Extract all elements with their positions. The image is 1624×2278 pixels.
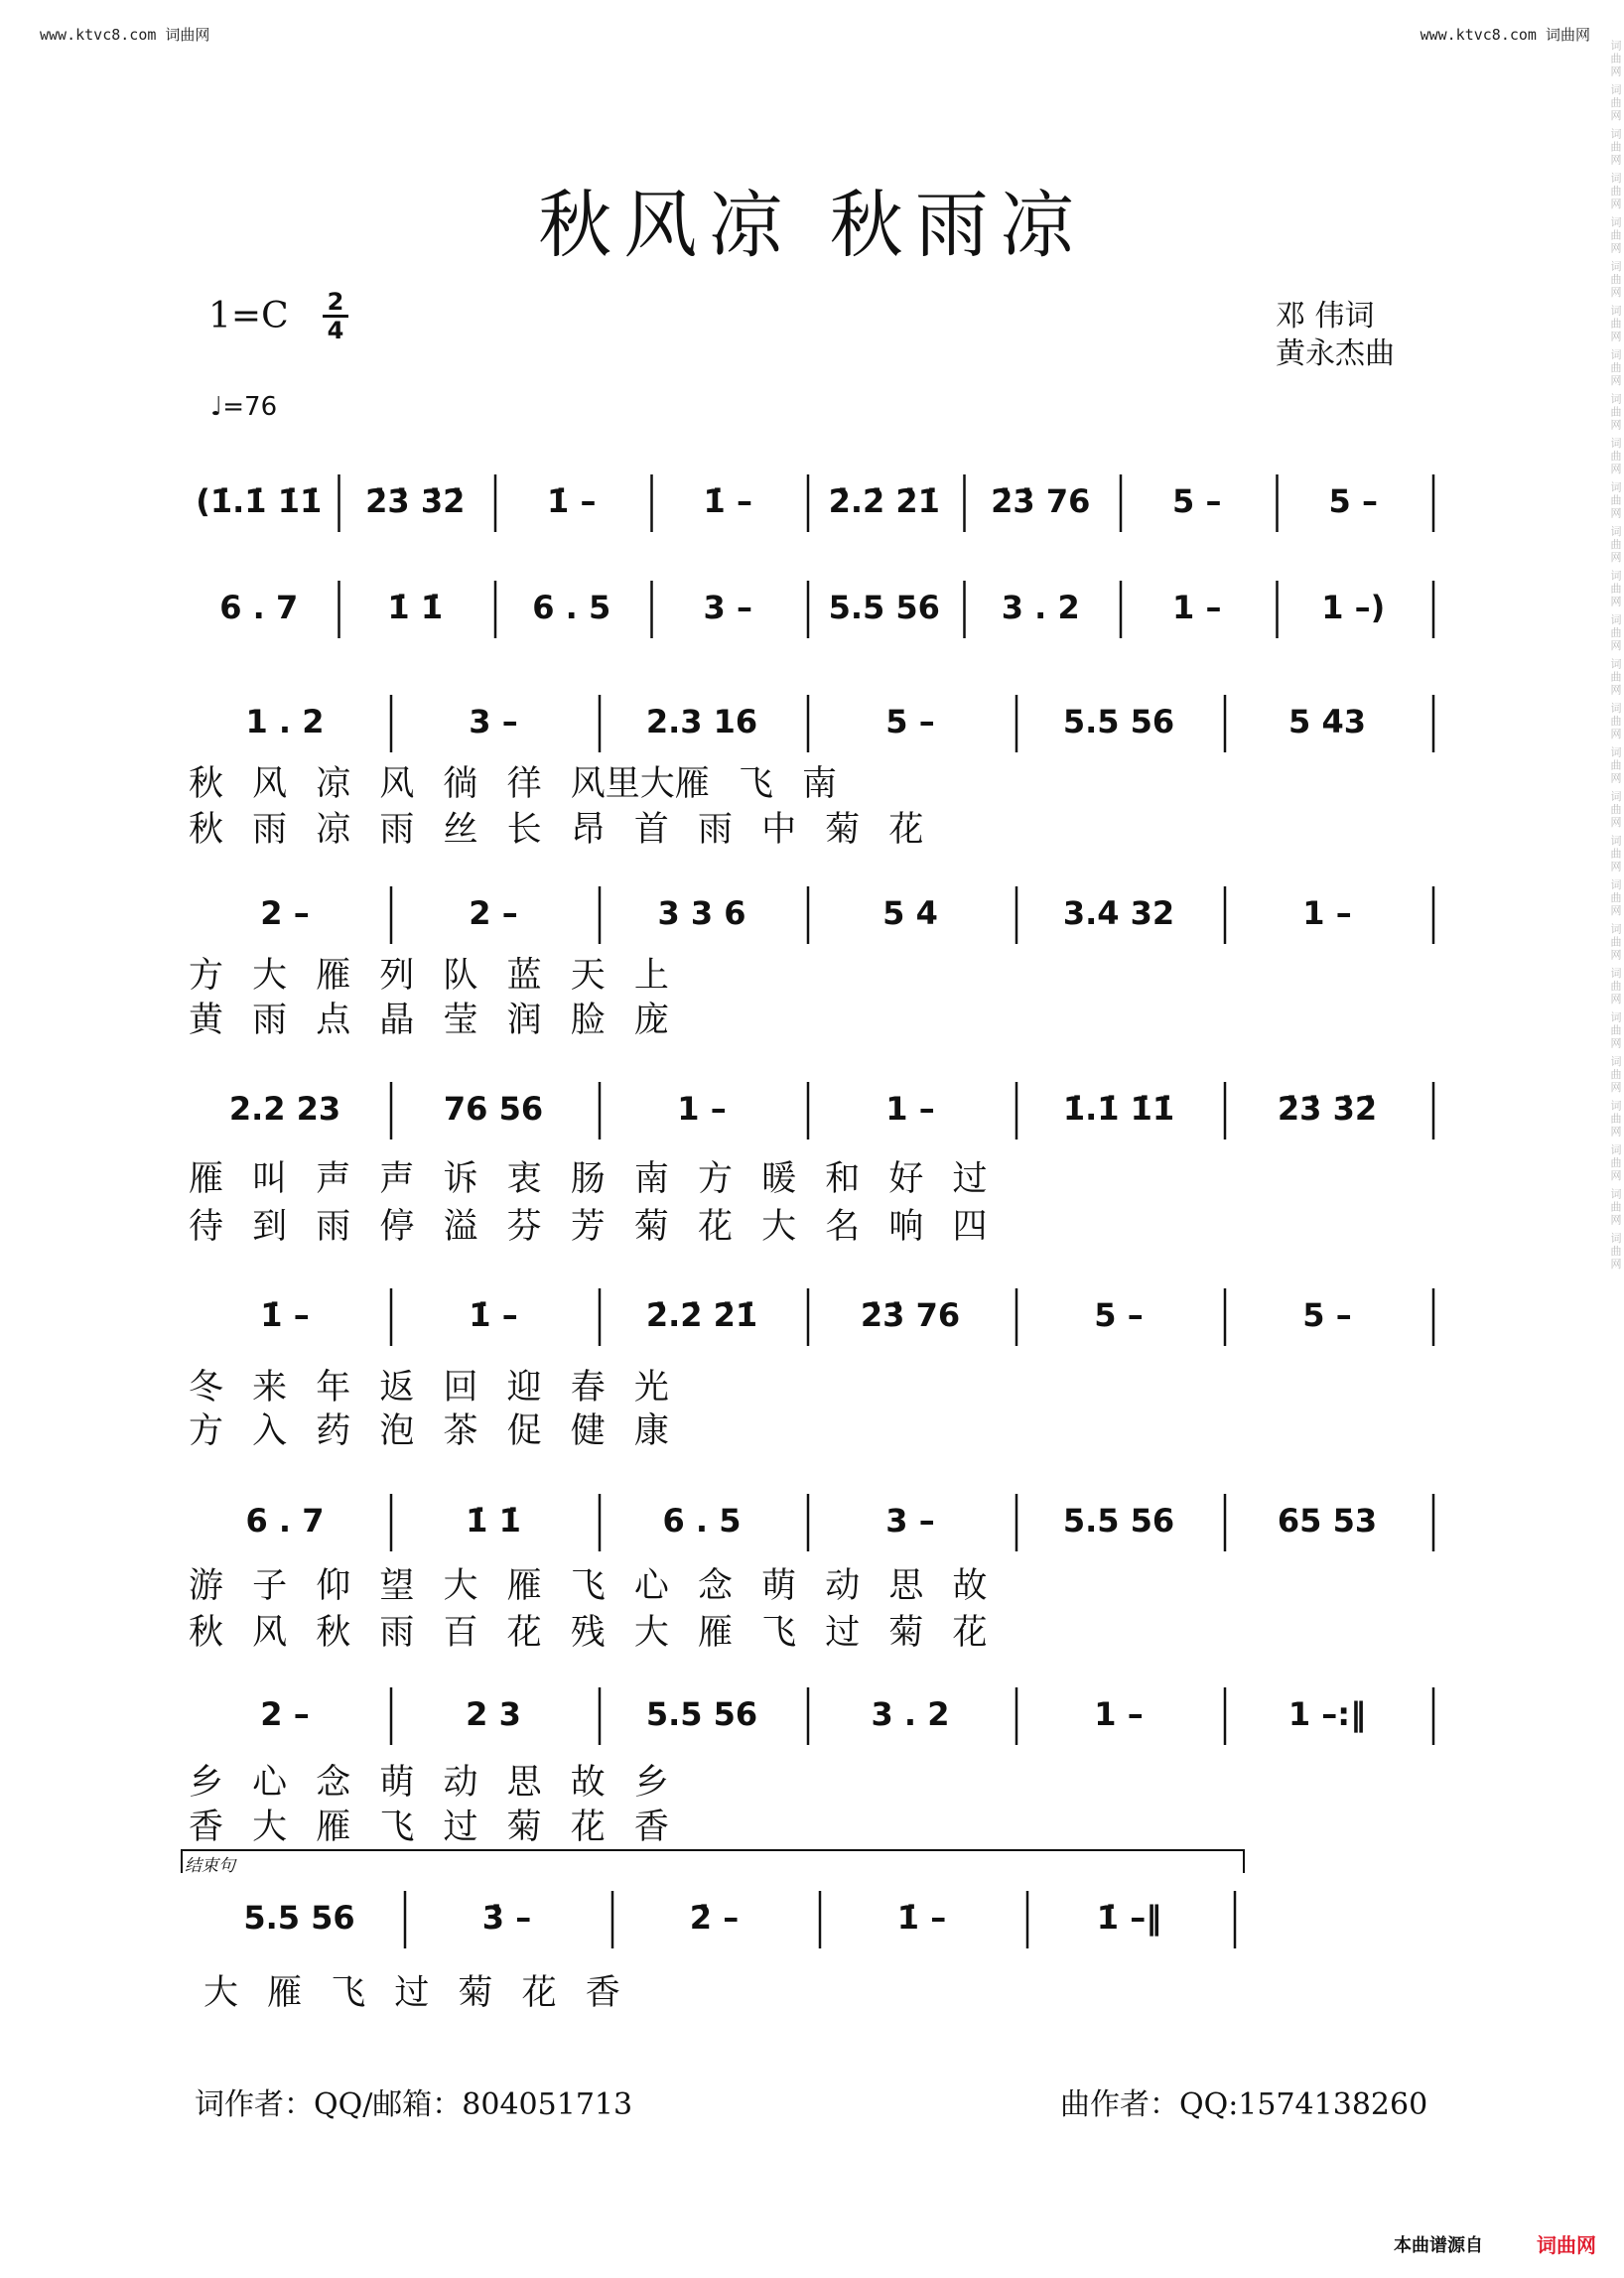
measure-notes: 1̇ –‖ — [1096, 1899, 1162, 1937]
measure-notes: 5 – — [1094, 1296, 1144, 1334]
measure-notes: 2 3 — [466, 1695, 521, 1733]
measure-notes: 5.5 56 — [243, 1899, 355, 1937]
measure-notes: 2̇ – — [689, 1899, 740, 1937]
measure-notes: 5 – — [1302, 1296, 1352, 1334]
lyric-line: 乡 心 念 萌 动 思 故 乡 — [189, 1763, 669, 1803]
measure-notes: 5 – — [1172, 482, 1222, 520]
staff-system — [0, 1891, 1624, 1950]
measure-notes: 2̇3̇ 3̇2̇ — [365, 482, 466, 520]
lyric-line: 黄 雨 点 晶 莹 润 脸 庞 — [189, 1001, 669, 1040]
staff-system — [0, 886, 1624, 946]
measure-notes: 6 . 7 — [245, 1502, 325, 1540]
measure-notes: 3.4 32 — [1062, 894, 1175, 932]
measure-notes: 5.5 56 — [645, 1695, 758, 1733]
measure-notes: 2̇.2̇ 2̇1̇ — [828, 482, 940, 520]
measure-notes: 2.3 16 — [645, 703, 758, 740]
measure-notes: 5 – — [1328, 482, 1378, 520]
measure-notes: 3 – — [469, 703, 518, 740]
source-brand-logo: 词曲网 — [1537, 2233, 1596, 2257]
measure-notes: 1 – — [1302, 894, 1352, 932]
staff-system — [0, 1288, 1624, 1348]
measure-notes: 3 . 2 — [1001, 589, 1080, 626]
measure-notes: (1̇.1̇ 1̇1̇ — [196, 482, 323, 520]
credits — [1276, 298, 1395, 373]
measure-notes: 1̇ – — [703, 482, 752, 520]
tempo-marking: ♩=76 — [210, 392, 278, 422]
measure-notes: 1̇ – — [260, 1296, 310, 1334]
ending-bracket — [181, 1849, 1245, 1873]
lyric-line: 雁 叫 声 声 诉 衷 肠 南 方 暖 和 好 过 — [189, 1159, 988, 1199]
measure-notes: 3 – — [703, 589, 752, 626]
lyric-line: 游 子 仰 望 大 雁 飞 心 念 萌 动 思 故 — [189, 1566, 988, 1606]
measure-notes: 1 – — [885, 1090, 935, 1128]
measure-notes: 2̇.2̇ 2̇1̇ — [645, 1296, 758, 1334]
measure-notes: 2 – — [260, 1695, 310, 1733]
measure-notes: 5 43 — [1288, 703, 1366, 740]
measure-notes: 1̇.1̇ 1̇1̇ — [1062, 1090, 1175, 1128]
time-signature: 2 4 — [323, 290, 348, 342]
measure-notes: 6 . 5 — [532, 589, 611, 626]
lyric-line: 待 到 雨 停 溢 芬 芳 菊 花 大 名 响 四 — [189, 1207, 988, 1247]
measure-notes: 76 56 — [443, 1090, 544, 1128]
measure-notes: 1 –) — [1321, 589, 1386, 626]
measure-notes: 1̇ – — [469, 1296, 518, 1334]
measure-notes: 1̇ – — [547, 482, 597, 520]
measure-notes: 6 . 7 — [219, 589, 299, 626]
lyricist-contact: 词作者：QQ/邮箱：804051713 — [195, 2087, 633, 2122]
measure-notes: 3 3 6 — [657, 894, 746, 932]
measure-notes: 5.5 56 — [1062, 703, 1175, 740]
measure-notes: 3̇ – — [481, 1899, 532, 1937]
staff-system — [0, 1494, 1624, 1553]
ending-label: 结束句 — [185, 1856, 235, 1876]
measure-notes: 5 – — [885, 703, 935, 740]
measure-notes: 1 –:‖ — [1287, 1695, 1367, 1733]
staff-system — [0, 1687, 1624, 1747]
key-signature: 1=C — [208, 296, 289, 336]
measure-notes: 5 4 — [882, 894, 938, 932]
measure-notes: 1 – — [677, 1090, 727, 1128]
measure-notes: 1̇ – — [896, 1899, 947, 1937]
measure-notes: 6 . 5 — [662, 1502, 742, 1540]
measure-notes: 1 – — [1172, 589, 1222, 626]
measure-notes: 2 – — [469, 894, 518, 932]
lyric-line: 方 大 雁 列 队 蓝 天 上 — [189, 956, 669, 996]
lyric-line: 秋 雨 凉 雨 丝 长 昂 首 雨 中 菊 花 — [189, 810, 924, 850]
site-header-left: www.ktvc8.com 词曲网 — [40, 26, 210, 44]
staff-system — [0, 581, 1624, 640]
lyric-line: 大 雁 飞 过 菊 花 香 — [203, 1973, 620, 2013]
measure-notes: 2̇3̇ 76 — [860, 1296, 961, 1334]
measure-notes: 2.2 23 — [228, 1090, 341, 1128]
source-label: 本曲谱源自 — [1394, 2235, 1483, 2256]
site-header-right: www.ktvc8.com 词曲网 — [1420, 26, 1590, 44]
measure-notes: 3 – — [885, 1502, 935, 1540]
composer-credit: 黄永杰曲 — [1276, 336, 1395, 371]
measure-notes: 5.5 56 — [828, 589, 940, 626]
lyric-line: 秋 风 秋 雨 百 花 残 大 雁 飞 过 菊 花 — [189, 1613, 988, 1653]
staff-system — [0, 474, 1624, 534]
measure-notes: 65 53 — [1277, 1502, 1378, 1540]
measure-notes: 5.5 56 — [1062, 1502, 1175, 1540]
measure-notes: 1̇ 1̇ — [466, 1502, 521, 1540]
measure-notes: 1̇ 1̇ — [387, 589, 444, 626]
measure-notes: 3 . 2 — [871, 1695, 950, 1733]
measure-notes: 2 – — [260, 894, 310, 932]
lyricist-credit: 邓 伟词 — [1276, 299, 1375, 334]
side-watermark: 词曲网 词曲网 词曲网 词曲网 词曲网 词曲网 词曲网 词曲网 词曲网 词曲网 词曲网 词曲网 词曲网 词曲网 词曲网 词曲网 词曲网 词曲网 词曲网 词曲网 词曲网 词曲网 词曲网 词曲网 词曲网 词曲网 词曲网 词曲网 — [1609, 40, 1622, 1272]
staff-system — [0, 695, 1624, 754]
measure-notes: 1 . 2 — [245, 703, 325, 740]
staff-system — [0, 1082, 1624, 1141]
page-title: 秋风凉 秋雨凉 — [538, 183, 1086, 268]
measure-notes: 2̇3̇ 76 — [991, 482, 1091, 520]
lyric-line: 方 入 药 泡 茶 促 健 康 — [189, 1411, 669, 1451]
lyric-line: 秋 风 凉 风 徜 徉 风里大雁 飞 南 — [189, 764, 838, 804]
measure-notes: 1 – — [1094, 1695, 1144, 1733]
lyric-line: 香 大 雁 飞 过 菊 花 香 — [189, 1808, 669, 1847]
measure-notes: 2̇3̇ 3̇2̇ — [1277, 1090, 1378, 1128]
lyric-line: 冬 来 年 返 回 迎 春 光 — [189, 1368, 669, 1407]
composer-contact: 曲作者：QQ:1574138260 — [1060, 2087, 1428, 2122]
